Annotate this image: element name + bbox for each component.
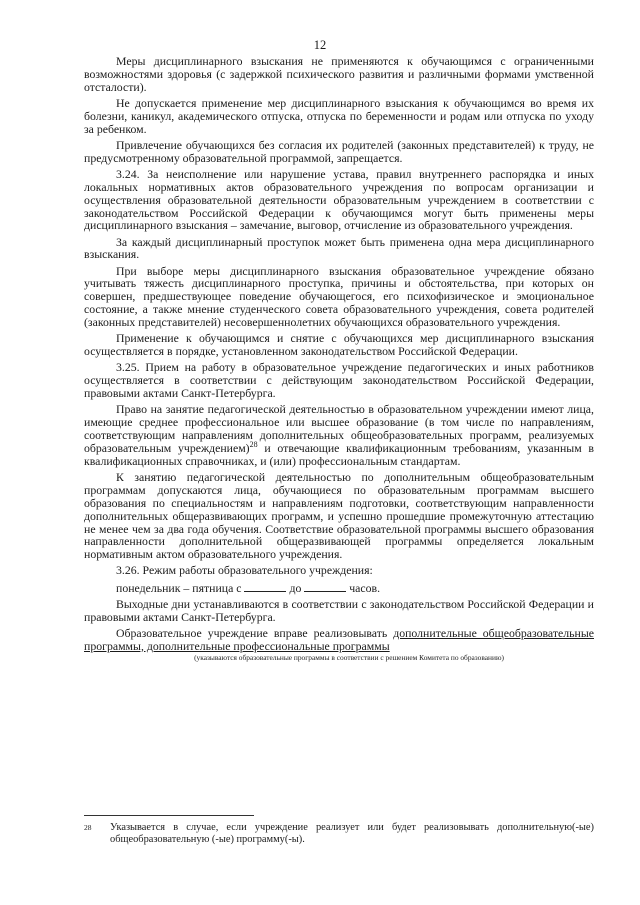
- footnote-label: 28: [84, 823, 92, 832]
- paragraph: 3.26. Режим работы образовательного учреждения:: [116, 563, 373, 578]
- document-body: [84, 55, 594, 662]
- work-hours-line: [84, 581, 594, 595]
- work-hours-prefix: понедельник – пятница с: [116, 580, 242, 595]
- paragraph: Применение к обучающимся и снятие с обучающихся мер дисциплинарного взыскания осуществляется в порядке, установленном законодательством Российской Федерации.: [84, 331, 594, 359]
- paragraph: [84, 627, 594, 653]
- paragraph-text: Образовательное учреждение вправе реализовывать: [116, 625, 394, 640]
- paragraph: Меры дисциплинарного взыскания не применяются к обучающимся с ограниченными возможностями здоровья (с задержкой психического развития и различными формами умственной отсталости).: [84, 54, 594, 94]
- footnote-text: Указывается в случае, если учреждение реализует или будет реализовывать дополнительную(-ые) общеобразовательную (-ые) программу(-ы).: [110, 822, 594, 845]
- paragraph: [84, 403, 594, 468]
- field-caption: (указываются образовательные программы в соответствии с решением Комитета по образованию): [194, 653, 504, 663]
- paragraph: 3.25. Прием на работу в образовательное учреждение педагогических и иных работников осуществляется в соответствии с действующим законодательством Российской Федерации, правовыми актами Санкт-Петербурга.: [84, 360, 594, 401]
- page-number: 12: [313, 38, 327, 52]
- paragraph: При выборе меры дисциплинарного взыскания образовательное учреждение обязано учитывать тяжесть дисциплинарного проступка, причины и обстоятельства, при которых он совершен, предшествующее поведение обучающегося, его психофизическое и эмоциональное состояние, а также мнение студенческого совета образовательного учреждения, совета родителей (законных представителей) несовершеннолетних обучающихся образовательного учреждения.: [84, 263, 594, 330]
- footnote-reference: 28: [249, 439, 258, 449]
- blank-field: [304, 581, 346, 592]
- paragraph: 3.24. За неисполнение или нарушение устава, правил внутреннего распорядка и иных локальных нормативных актов образовательного учреждения по вопросам организации и осуществления образовательной деятельности образовательным учреждением в соответствии с законодательством Российской Федерации к обучающимся могут быть применены меры дисциплинарного взыскания – замечание, выговор, отчисление из образовательного учреждения.: [84, 166, 594, 233]
- blank-field: [244, 581, 286, 592]
- underlined-programs: дополнительные общеобразовательные программы, дополнительные профессиональные программы: [84, 625, 594, 653]
- paragraph: Не допускается применение мер дисциплинарного взыскания к обучающимся во время их болезни, каникул, академического отпуска, отпуска по беременности и родам или отпуска по уходу за ребенком.: [84, 95, 594, 136]
- paragraph: К занятию педагогической деятельностью по дополнительным общеобразовательным программам допускаются лица, обучающиеся по образовательным программам высшего образования по специальностям и направлениям подготовки, соответствующим направленности дополнительных общеразвивающих программ, и успешно прошедшие промежуточную аттестацию не менее чем за два года обучения. Соответствие образовательной программы высшего образования направленности дополнительной общеразвивающей программы определяется локальным нормативным актом образовательного учреждения.: [84, 469, 594, 562]
- paragraph: За каждый дисциплинарный проступок может быть применена одна мера дисциплинарного взыскания.: [84, 234, 594, 262]
- footnote-separator: [84, 815, 254, 816]
- paragraph-text: Право на занятие педагогической деятельностью в образовательном учреждении имеют лица, имеющие среднее профессиональное или высшее образование (в том числе по направлениям, соответствующим направлениям дополнительных общеобразовательных программ, реализуемых образовательным учреждением): [84, 402, 594, 455]
- paragraph: Выходные дни устанавливаются в соответствии с законодательством Российской Федерации и правовыми актами Санкт-Петербурга.: [84, 596, 594, 624]
- paragraph-text: и отвечающие квалификационным требованиям, указанным в квалификационных справочниках, и (или) профессиональным стандартам.: [84, 440, 595, 468]
- work-hours-to: до: [289, 580, 302, 595]
- paragraph: Привлечение обучающихся без согласия их родителей (законных представителей) к труду, не предусмотренному образовательной программой, запрещается.: [84, 137, 594, 165]
- footnote: [84, 822, 594, 846]
- work-hours-suffix: часов.: [349, 580, 381, 595]
